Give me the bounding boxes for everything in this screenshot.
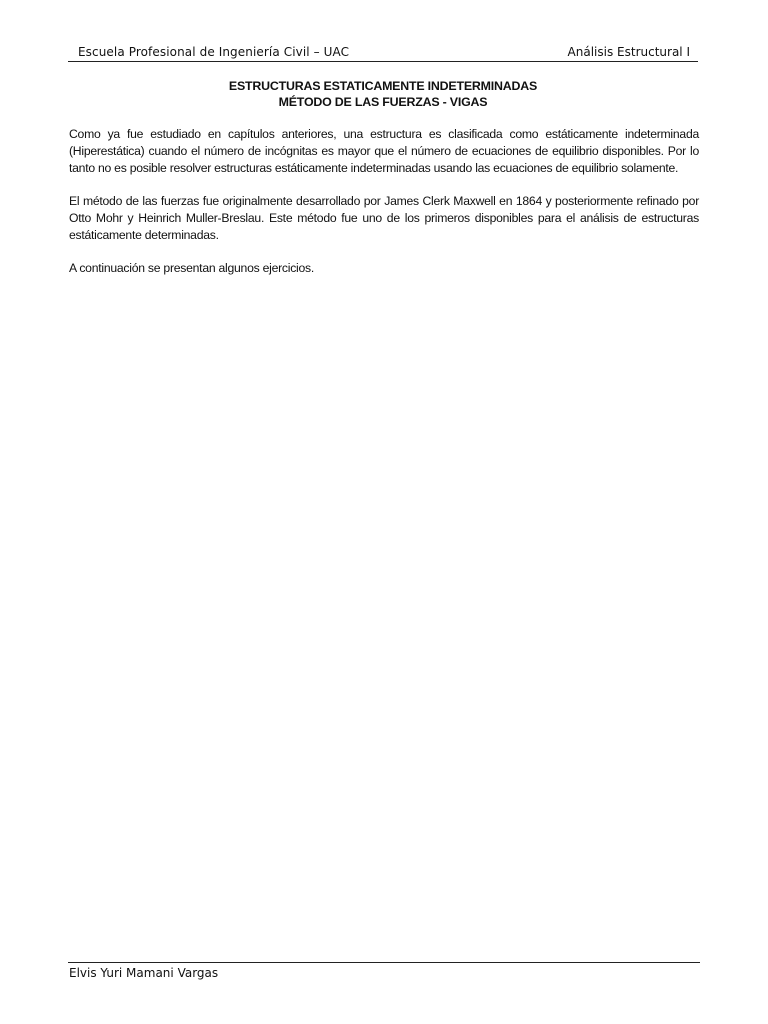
footer-author: Elvis Yuri Mamani Vargas xyxy=(69,966,219,980)
title-line-2: MÉTODO DE LAS FUERZAS - VIGAS xyxy=(278,95,488,109)
page-header xyxy=(68,43,698,62)
paragraph-intro: Como ya fue estudiado en capítulos anteriores, una estructura es clasificada como estáticamente indeterminada (Hiperestática) cuando el número de incógnitas es mayor que el número de ecuaciones de equilibrio disponibles. Por lo tanto no es posible resolver estructuras estáticamente indeterminadas usando las ecuaciones de equilibrio solamente. xyxy=(69,127,699,175)
document-body xyxy=(69,126,699,293)
header-institution: Escuela Profesional de Ingeniería Civil – UAC xyxy=(78,45,350,59)
paragraph-exercises: A continuación se presentan algunos ejercicios. xyxy=(69,261,315,275)
document-title xyxy=(68,78,698,110)
paragraph-history: El método de las fuerzas fue originalmente desarrollado por James Clerk Maxwell en 1864 y posteriormente refinado por Otto Mohr y Heinrich Muller-Breslau. Este método fue uno de los primeros disponibles para el análisis de estructuras estáticamente determinadas. xyxy=(69,194,699,242)
title-line-1: ESTRUCTURAS ESTATICAMENTE INDETERMINADAS xyxy=(228,79,538,93)
page-footer xyxy=(68,962,700,980)
header-course: Análisis Estructural I xyxy=(567,45,690,59)
